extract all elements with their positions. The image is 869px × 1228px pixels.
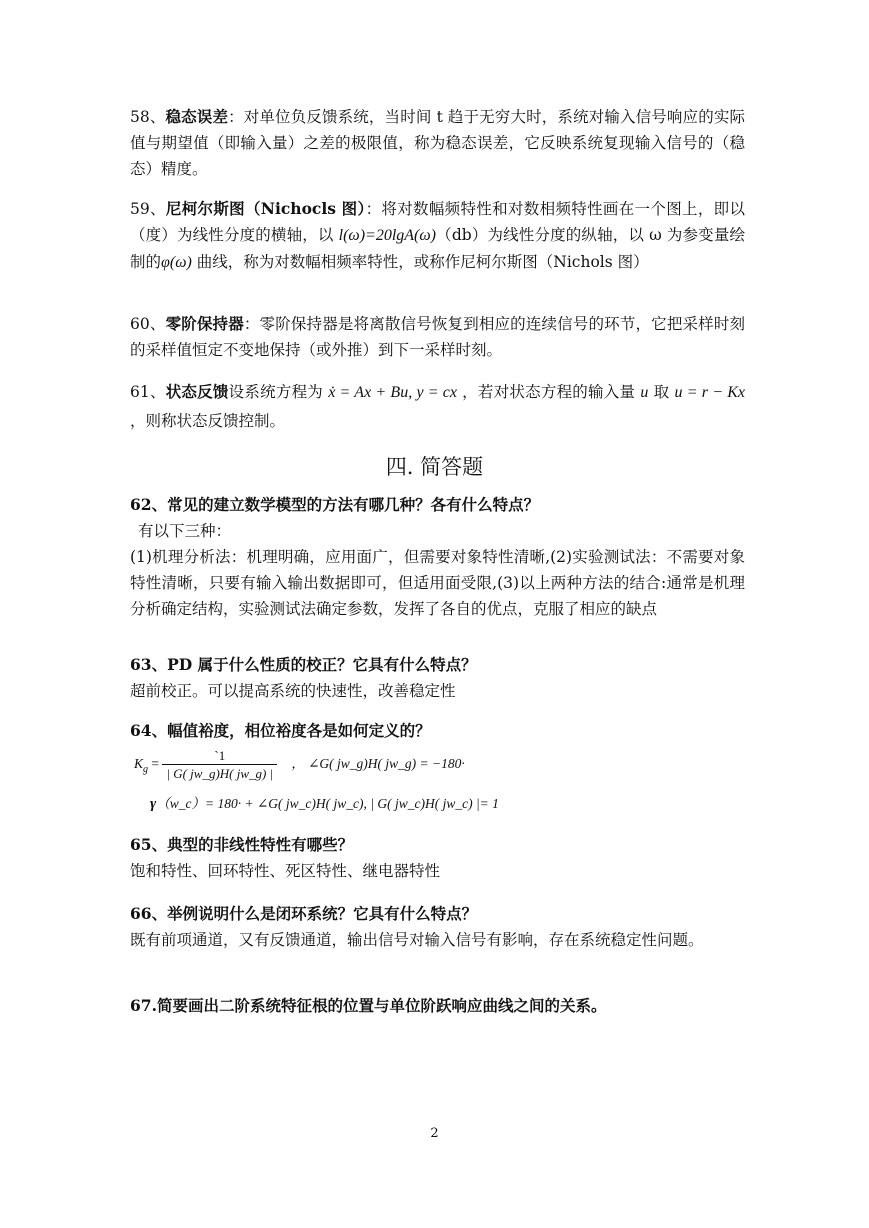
question-text: 66、举例说明什么是闭环系统？它具有什么特点？ [130,904,478,923]
kg-numerator: `1 [214,748,226,763]
question-text: 63、PD 属于什么性质的校正？它具有什么特点？ [130,655,477,674]
definition-text: ，若对状态方程的输入量 [457,383,641,401]
question-67 [130,993,745,1019]
gain-margin-formula [134,748,465,782]
kg-fraction [162,748,277,782]
kg-phase-condition: ， ∠G( jw_g)H( jw_g) = −180· [291,756,465,772]
answer-text: 饱和特性、回环特性、死区特性、继电器特性 [130,862,441,880]
question-text: 62、常见的建立数学模型的方法有哪几种？各有什么特点？ [130,495,540,514]
definition-58 [130,104,745,182]
equals-sign: = [148,756,163,772]
item-number: 61、 [130,383,166,401]
gamma-symbol: γ [150,796,157,812]
question-66 [130,901,745,953]
question-63 [130,652,745,704]
question-65 [130,832,745,884]
definition-text: ：对单位负反馈系统，当时间 t 趋于无穷大时，系统对输入信号响应的实际值与期望值（即输入量）之差的极限值，称为稳态误差，它反映系统复现输入信号的（稳态）精度。 [130,108,745,178]
definition-text: 取 [648,383,675,401]
math-input-u: u [640,384,649,401]
term-zero-order-hold: 零阶保持器 [165,314,244,333]
question-text: 67.简要画出二阶系统特征根的位置与单位阶跃响应曲线之间的关系。 [130,996,607,1015]
kg-symbol: K [134,756,144,772]
definition-61 [130,377,745,436]
phase-margin-formula [150,792,499,813]
answer-text: 超前校正。可以提高系统的快速性，改善稳定性 [130,682,456,700]
definition-text: ：将对数幅频特性和对数相频特性画在一个图上，即以（度）为线性分度的横轴，以 [130,200,745,244]
answer-text: (1)机理分析法：机理明确，应用面广，但需要对象特性清晰,(2)实验测试法：不需要对象特性清晰，只要有输入输出数据即可，但适用面受限,(3)以上两种方法的结合:通常是机理分析确定结构，实验测试法确定参数，发挥了各自的优点，克服了相应的缺点 [130,548,745,618]
section-title: 四. 简答题 [385,455,484,479]
definition-text: 曲线，称为对数幅相频率特性，或称作尼柯尔斯图（Nichols 图） [191,253,649,271]
math-control-law: u = r − Kx [674,384,746,401]
page-number: 2 [430,1126,439,1141]
definition-text: 设系统方程为 [228,383,329,401]
kg-denominator: | G( jw_g)H( jw_g) | [162,764,277,782]
kg-subscript: g [143,763,149,775]
question-64 [130,718,745,744]
definition-text: ：零阶保持器是将离散信号恢复到相应的连续信号的环节，它把采样时刻的采样值恒定不变地保持（或外推）到下一采样时刻。 [130,315,745,359]
term-steady-state-error: 稳态误差 [165,107,229,126]
answer-text: 既有前项通道，又有反馈通道，输出信号对输入信号有影响，存在系统稳定性问题。 [130,931,704,949]
math-state-equation: ẋ = Ax + Bu, y = cx [328,384,458,401]
item-number: 58、 [130,108,166,126]
item-number: 60、 [130,315,166,333]
term-state-feedback: 状态反馈 [165,382,229,401]
definition-text: ，则称状态反馈控制。 [130,412,286,430]
gamma-definition: （w_c）= 180· + ∠G( jw_c)H( jw_c), | G( jw_c)H( jw_c) |= 1 [156,796,499,811]
definition-text: （db）为线性分度的纵轴，以 ω 为参变量绘制的 [130,226,745,271]
definition-59 [130,196,745,276]
question-62 [130,492,745,622]
term-nichols-chart: 尼柯尔斯图（Nichocls 图） [165,199,366,218]
answer-intro: 有以下三种： [138,522,232,540]
math-phase: φ(ω) [161,254,192,271]
question-text: 65、典型的非线性特性有哪些？ [130,835,354,854]
definition-60 [130,311,745,363]
item-number: 59、 [130,200,166,218]
question-text: 64、幅值裕度，相位裕度各是如何定义的？ [130,721,431,740]
math-log-magnitude: l(ω)=20lgA(ω) [338,227,437,244]
